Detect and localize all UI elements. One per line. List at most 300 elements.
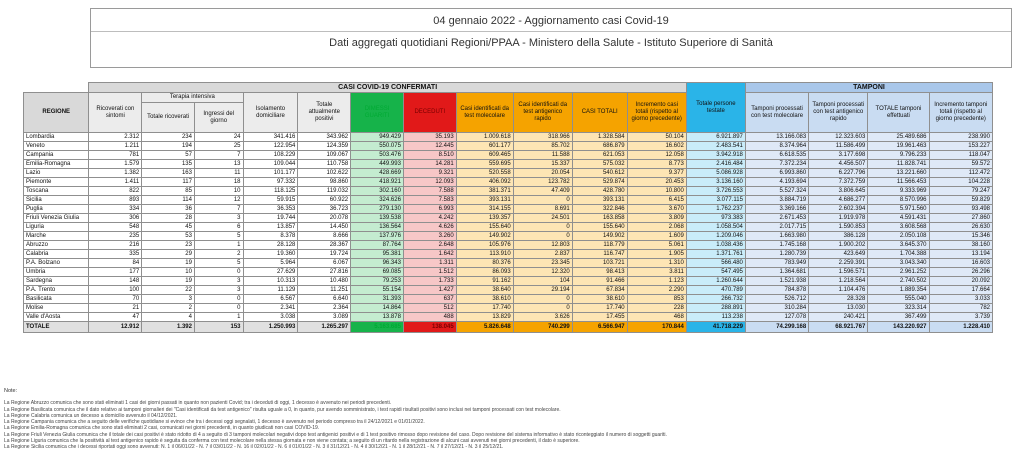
value-cell: 19.724 (298, 250, 351, 259)
value-cell: 119.032 (298, 187, 351, 196)
region-name-cell: Piemonte (24, 178, 89, 187)
value-cell: 12.912 (89, 322, 142, 333)
region-name-cell: Basilicata (24, 295, 89, 304)
value-cell: 14.450 (298, 223, 351, 232)
value-cell: 306 (89, 214, 142, 223)
value-cell: 335 (89, 250, 142, 259)
table-row (24, 160, 993, 169)
region-name-cell: Puglia (24, 205, 89, 214)
value-cell: 5.086.928 (686, 169, 745, 178)
value-cell: 67.834 (572, 286, 627, 295)
page-title: 04 gennaio 2022 - Aggiornamento casi Covid-19 (433, 15, 669, 27)
value-cell: 4.242 (403, 214, 456, 223)
region-name-cell: Lombardia (24, 133, 89, 142)
value-cell: 4.626 (403, 223, 456, 232)
value-cell: 118.779 (572, 241, 627, 250)
group-header-terapia-intensiva: Terapia intensiva (142, 93, 243, 103)
value-cell: 6.640 (298, 295, 351, 304)
value-cell: 19.744 (243, 214, 298, 223)
value-cell: 288.891 (686, 304, 745, 313)
value-cell: 238.990 (929, 133, 992, 142)
region-name-cell: TOTALE (24, 322, 89, 333)
value-cell: 1.250.993 (243, 322, 298, 333)
notes-list (4, 400, 1014, 450)
value-cell: 163.858 (572, 214, 627, 223)
header-spacer (24, 83, 89, 93)
value-cell: 783.949 (745, 259, 808, 268)
value-cell: 279.130 (351, 205, 404, 214)
value-cell: 17.664 (929, 286, 992, 295)
value-cell: 163 (142, 169, 195, 178)
value-cell: 5.971.560 (868, 205, 929, 214)
value-cell: 24.501 (513, 214, 572, 223)
value-cell: 113.910 (456, 250, 513, 259)
col-header-attualmente-positivi: Totale attualmente positivi (298, 93, 351, 133)
region-name-cell: Toscana (24, 187, 89, 196)
value-cell: 1.512 (403, 268, 456, 277)
value-cell: 15.346 (929, 232, 992, 241)
value-cell: 5.826.648 (456, 322, 513, 333)
value-cell: 0 (194, 295, 243, 304)
notes-title: Note: (4, 388, 18, 394)
value-cell: 19 (142, 277, 195, 286)
value-cell: 853 (627, 295, 686, 304)
value-cell: 25 (194, 142, 243, 151)
value-cell: 0 (513, 223, 572, 232)
value-cell: 135 (142, 160, 195, 169)
value-cell: 5.964 (243, 259, 298, 268)
value-cell: 110.758 (298, 160, 351, 169)
value-cell: 893 (89, 196, 142, 205)
value-cell: 1.596.571 (809, 268, 868, 277)
value-cell: 12.803 (513, 241, 572, 250)
value-cell: 3.645.370 (868, 241, 929, 250)
value-cell: 137.976 (351, 232, 404, 241)
value-cell: 1.310 (627, 259, 686, 268)
table-body (24, 133, 993, 333)
value-cell: 1.704.388 (868, 250, 929, 259)
value-cell: 503.476 (351, 151, 404, 160)
value-cell: 1.663.980 (745, 232, 808, 241)
value-cell: 85.702 (513, 142, 572, 151)
region-name-cell: Sicilia (24, 196, 89, 205)
value-cell: 149.902 (456, 232, 513, 241)
value-cell: 116.747 (572, 250, 627, 259)
value-cell: 386.128 (809, 232, 868, 241)
value-cell: 177 (89, 268, 142, 277)
value-cell: 11.129 (243, 286, 298, 295)
value-cell: 153.227 (929, 142, 992, 151)
value-cell: 1.209.046 (686, 232, 745, 241)
value-cell: 28.367 (298, 241, 351, 250)
value-cell: 318.966 (513, 133, 572, 142)
value-cell: 36 (142, 205, 195, 214)
value-cell: 29 (142, 250, 195, 259)
value-cell: 1.411 (89, 178, 142, 187)
value-cell: 1.905 (627, 250, 686, 259)
col-header-deceduti: DECEDUTI (403, 93, 456, 133)
value-cell: 3 (142, 295, 195, 304)
value-cell: 2.602.394 (809, 205, 868, 214)
table-row (24, 169, 993, 178)
value-cell: 19.360 (243, 250, 298, 259)
value-cell: 973.383 (686, 214, 745, 223)
col-header-tamponi-molecolare: Tamponi processati con test molecolare (745, 93, 808, 133)
value-cell: 47.409 (513, 187, 572, 196)
region-name-cell: Campania (24, 151, 89, 160)
value-cell: 26.296 (929, 268, 992, 277)
value-cell: 122.954 (243, 142, 298, 151)
value-cell: 3 (194, 214, 243, 223)
value-cell: 2 (194, 250, 243, 259)
note-line: La Regione Campania comunica che a seguito delle verifiche quotidiane si evince che tra i decessi oggi segnalati, 1 decesso è avvenuto nel periodo compreso tra il 24/12/2021 e 01/01/2022. (4, 419, 425, 426)
value-cell: 50.104 (627, 133, 686, 142)
value-cell: 170.844 (627, 322, 686, 333)
col-header-incremento-casi: Incremento casi totali (rispetto al giorno precedente) (627, 93, 686, 133)
value-cell: 105.976 (456, 241, 513, 250)
region-name-cell: P.A. Trento (24, 286, 89, 295)
value-cell: 3.177.698 (809, 151, 868, 160)
value-cell: 59.915 (243, 196, 298, 205)
value-cell: 113.238 (686, 313, 745, 322)
value-cell: 949.429 (351, 133, 404, 142)
value-cell: 1.328.584 (572, 133, 627, 142)
value-cell: 334 (89, 205, 142, 214)
value-cell: 68.921.767 (809, 322, 868, 333)
value-cell: 55.154 (351, 286, 404, 295)
value-cell: 86.093 (456, 268, 513, 277)
value-cell: 1.364.681 (745, 268, 808, 277)
value-cell: 16.603 (929, 259, 992, 268)
value-cell: 10.480 (298, 277, 351, 286)
value-cell: 393.131 (456, 196, 513, 205)
value-cell: 3.626 (513, 313, 572, 322)
value-cell: 13.030 (809, 304, 868, 313)
value-cell: 1.427 (403, 286, 456, 295)
value-cell: 13.221.660 (868, 169, 929, 178)
page-subtitle: Dati aggregati quotidiani Regioni/PPAA - Ministero della Salute - Istituto Superiore di Sanità (329, 37, 773, 49)
value-cell: 5.163.685 (351, 322, 404, 333)
value-cell: 3 (194, 277, 243, 286)
region-name-cell: Calabria (24, 250, 89, 259)
value-cell: 1.265.297 (298, 322, 351, 333)
col-header-ti-ingressi: Ingressi del giorno (194, 103, 243, 133)
region-name-cell: Umbria (24, 268, 89, 277)
value-cell: 3.260 (403, 232, 456, 241)
value-cell: 108.229 (243, 151, 298, 160)
region-name-cell: Emilia-Romagna (24, 160, 89, 169)
value-cell: 520.558 (456, 169, 513, 178)
value-cell: 20.078 (298, 214, 351, 223)
value-cell: 19 (142, 259, 195, 268)
value-cell: 6.227.796 (809, 169, 868, 178)
value-cell: 139.357 (456, 214, 513, 223)
value-cell: 136.564 (351, 223, 404, 232)
value-cell: 13.878 (351, 313, 404, 322)
value-cell: 547.495 (686, 268, 745, 277)
value-cell: 1.311 (403, 259, 456, 268)
col-header-regione: REGIONE (24, 93, 89, 133)
value-cell: 95.381 (351, 250, 404, 259)
value-cell: 84 (89, 259, 142, 268)
value-cell: 1.038.436 (686, 241, 745, 250)
value-cell: 3.077.115 (686, 196, 745, 205)
value-cell: 29.194 (513, 286, 572, 295)
value-cell: 2.259.391 (809, 259, 868, 268)
value-cell: 1.280.739 (745, 250, 808, 259)
value-cell: 17.740 (456, 304, 513, 313)
value-cell: 6.415 (627, 196, 686, 205)
value-cell: 11.588 (513, 151, 572, 160)
value-cell: 45 (142, 223, 195, 232)
value-cell: 3.811 (627, 268, 686, 277)
value-cell: 11.251 (298, 286, 351, 295)
value-cell: 148 (89, 277, 142, 286)
table-row (24, 295, 993, 304)
value-cell: 3.942.918 (686, 151, 745, 160)
value-cell: 28.128 (243, 241, 298, 250)
value-cell: 5 (194, 232, 243, 241)
value-cell: 3.670 (627, 205, 686, 214)
value-cell: 7 (194, 151, 243, 160)
value-cell: 228 (627, 304, 686, 313)
value-cell: 216 (89, 241, 142, 250)
value-cell: 155.640 (572, 223, 627, 232)
table-row (24, 151, 993, 160)
region-name-cell: Valle d'Aosta (24, 313, 89, 322)
value-cell: 7.372.759 (809, 178, 868, 187)
value-cell: 14.281 (403, 160, 456, 169)
value-cell: 10 (194, 187, 243, 196)
value-cell: 7 (194, 205, 243, 214)
value-cell: 1.889.354 (868, 286, 929, 295)
value-cell: 98.413 (572, 268, 627, 277)
note-line: La Regione Abruzzo comunica che sono stati eliminati 1 casi dei giorni passati in quanto non pazienti Covid; tra i deceduti di oggi, 1 decesso è avvenuto nei periodi precedenti. (4, 400, 392, 407)
value-cell: 1.642 (403, 250, 456, 259)
value-cell: 60.922 (298, 196, 351, 205)
value-cell: 2.068 (627, 223, 686, 232)
title-divider (91, 31, 1011, 32)
note-line: La Regione Basilicata comunica che il dato relativo ai tamponi giornalieri dei "Casi identificati da test antigenico" risulta uguale a 0, in quanto, pur avendo somministrato, i test rapidi risultati positivi sono inclusi nei tamponi processati con test molecolare. (4, 406, 561, 413)
value-cell: 341.416 (243, 133, 298, 142)
value-cell: 3.043.340 (868, 259, 929, 268)
value-cell: 38.610 (572, 295, 627, 304)
value-cell: 109.067 (298, 151, 351, 160)
table-row (24, 205, 993, 214)
region-name-cell: P.A. Bolzano (24, 259, 89, 268)
value-cell: 0 (513, 196, 572, 205)
value-cell: 322.846 (572, 205, 627, 214)
value-cell: 91.466 (572, 277, 627, 286)
value-cell: 8.510 (403, 151, 456, 160)
value-cell: 1.919.978 (809, 214, 868, 223)
value-cell: 19.961.463 (868, 142, 929, 151)
value-cell: 1.392 (142, 322, 195, 333)
value-cell: 540.612 (572, 169, 627, 178)
value-cell: 1.900.202 (809, 241, 868, 250)
value-cell: 139.538 (351, 214, 404, 223)
region-name-cell: Veneto (24, 142, 89, 151)
value-cell: 4 (142, 313, 195, 322)
value-cell: 2.290 (627, 286, 686, 295)
value-cell: 102.622 (298, 169, 351, 178)
col-header-isolamento: Isolamento domiciliare (243, 93, 298, 133)
note-line: La Regione Liguria comunica che la positività al test antigenico rapido è seguita da conferma con test molecolare nella stessa giornata e non viene contata; a seguito di un ritardo nella registrazione di alcuni casi avvenuti nei giorni precedenti, il dato è superiore. (4, 438, 580, 445)
value-cell: 1.521.938 (745, 277, 808, 286)
value-cell: 6.567 (243, 295, 298, 304)
value-cell: 575.032 (572, 160, 627, 169)
value-cell: 0 (513, 304, 572, 313)
value-cell: 8.570.996 (868, 196, 929, 205)
value-cell: 2.050.108 (868, 232, 929, 241)
value-cell: 3.809 (627, 214, 686, 223)
value-cell: 79.247 (929, 187, 992, 196)
value-cell: 1.371.761 (686, 250, 745, 259)
value-cell: 22 (142, 286, 195, 295)
value-cell: 93.498 (929, 205, 992, 214)
col-header-incremento-tamponi: Incremento tamponi totali (rispetto al giorno precedente) (929, 93, 992, 133)
value-cell: 310.284 (745, 304, 808, 313)
value-cell: 15.337 (513, 160, 572, 169)
value-cell: 118.047 (929, 151, 992, 160)
value-cell: 2.416.484 (686, 160, 745, 169)
value-cell: 57 (142, 151, 195, 160)
table-row (24, 223, 993, 232)
value-cell: 526.712 (745, 295, 808, 304)
value-cell: 112.472 (929, 169, 992, 178)
value-cell: 18 (194, 178, 243, 187)
value-cell: 13.194 (929, 250, 992, 259)
table-row (24, 250, 993, 259)
group-header-casi: CASI COVID-19 CONFERMATI (89, 83, 686, 93)
value-cell: 314.155 (456, 205, 513, 214)
value-cell: 5.061 (627, 241, 686, 250)
value-cell: 0 (194, 268, 243, 277)
value-cell: 3 (194, 286, 243, 295)
value-cell: 109.044 (243, 160, 298, 169)
value-cell: 1.211 (89, 142, 142, 151)
value-cell: 11.566.453 (868, 178, 929, 187)
value-cell: 12.323.603 (809, 133, 868, 142)
value-cell: 36.353 (243, 205, 298, 214)
value-cell: 2.837 (513, 250, 572, 259)
value-cell: 13.166.083 (745, 133, 808, 142)
value-cell: 27.629 (243, 268, 298, 277)
col-header-persone-testate: Totale persone testate (686, 83, 745, 133)
value-cell: 1.745.168 (745, 241, 808, 250)
value-cell: 194 (142, 142, 195, 151)
value-cell: 6.921.897 (686, 133, 745, 142)
value-cell: 10 (142, 268, 195, 277)
value-cell: 428.669 (351, 169, 404, 178)
value-cell: 9.377 (627, 169, 686, 178)
value-cell: 10.313 (243, 277, 298, 286)
value-cell: 100 (89, 286, 142, 295)
value-cell: 23.345 (513, 259, 572, 268)
value-cell: 69.085 (351, 268, 404, 277)
value-cell: 822 (89, 187, 142, 196)
col-header-casi-antigenico: Casi identificati da test antigenico rapido (513, 93, 572, 133)
value-cell: 3.089 (298, 313, 351, 322)
value-cell: 35.193 (403, 133, 456, 142)
value-cell: 3.033 (929, 295, 992, 304)
value-cell: 2.961.252 (868, 268, 929, 277)
table-row (24, 187, 993, 196)
value-cell: 97.332 (243, 178, 298, 187)
value-cell: 3.369.166 (745, 205, 808, 214)
value-cell: 266.732 (686, 295, 745, 304)
table-row (24, 268, 993, 277)
value-cell: 155.640 (456, 223, 513, 232)
value-cell: 8.666 (298, 232, 351, 241)
value-cell: 6.993 (403, 205, 456, 214)
value-cell: 24 (194, 133, 243, 142)
table-row (24, 313, 993, 322)
value-cell: 234 (142, 133, 195, 142)
value-cell: 6.618.535 (745, 151, 808, 160)
value-cell: 3.739 (929, 313, 992, 322)
value-cell: 5.527.324 (745, 187, 808, 196)
value-cell: 38.610 (456, 295, 513, 304)
value-cell: 4.591.431 (868, 214, 929, 223)
value-cell: 393.131 (572, 196, 627, 205)
region-name-cell: Abruzzo (24, 241, 89, 250)
value-cell: 781 (89, 151, 142, 160)
value-cell: 14.864 (351, 304, 404, 313)
value-cell: 87.764 (351, 241, 404, 250)
value-cell: 3.038 (243, 313, 298, 322)
value-cell: 8.691 (513, 205, 572, 214)
value-cell: 41.718.229 (686, 322, 745, 333)
value-cell: 428.780 (572, 187, 627, 196)
value-cell: 10.800 (627, 187, 686, 196)
value-cell: 11.828.741 (868, 160, 929, 169)
value-cell: 609.465 (456, 151, 513, 160)
table-row (24, 142, 993, 151)
region-name-cell: Friuli Venezia Giulia (24, 214, 89, 223)
value-cell: 550.075 (351, 142, 404, 151)
value-cell: 2 (142, 304, 195, 313)
value-cell: 118.125 (243, 187, 298, 196)
value-cell: 324.626 (351, 196, 404, 205)
value-cell: 7.372.234 (745, 160, 808, 169)
group-header-tamponi: TAMPONI (745, 83, 992, 93)
col-header-ti-totale: Totale ricoverati (142, 103, 195, 133)
value-cell: 27.816 (298, 268, 351, 277)
value-cell: 559.695 (456, 160, 513, 169)
value-cell: 2.341 (243, 304, 298, 313)
value-cell: 0 (194, 304, 243, 313)
value-cell: 21 (89, 304, 142, 313)
value-cell: 0 (513, 295, 572, 304)
value-cell: 1.260.644 (686, 277, 745, 286)
value-cell: 20.054 (513, 169, 572, 178)
value-cell: 3.136.160 (686, 178, 745, 187)
table-row (24, 232, 993, 241)
col-header-casi-totali: CASI TOTALI (572, 93, 627, 133)
value-cell: 74.299.168 (745, 322, 808, 333)
value-cell: 6.067 (298, 259, 351, 268)
value-cell: 149.902 (572, 232, 627, 241)
value-cell: 1.609 (627, 232, 686, 241)
table-row (24, 196, 993, 205)
value-cell: 4.456.507 (809, 160, 868, 169)
value-cell: 1.382 (89, 169, 142, 178)
value-cell: 85 (142, 187, 195, 196)
note-line: La Regione Sicilia comunica che i decessi riportati oggi sono avvenuti: N. 1 il 06/01/22 - N. 7 il 03/01/22 - N. 16 il 02/01/22 - N. 6 il 01/01/22 - N. 3 il 31/12/21 - N. 4 il 30/12/21 - N. 1 il 28/12/21 - N. 7 il 27/12/21 - N. 3 il 25/12/21. (4, 444, 504, 451)
value-cell: 117 (142, 178, 195, 187)
value-cell: 28 (142, 214, 195, 223)
